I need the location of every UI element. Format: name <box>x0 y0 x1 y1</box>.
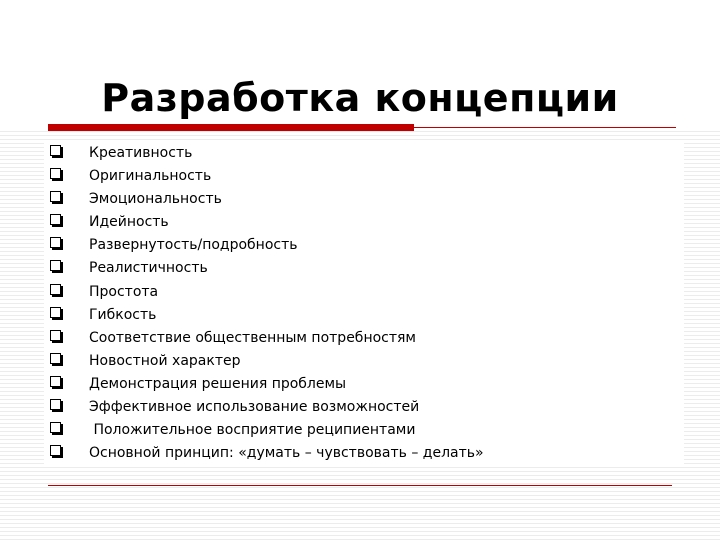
square-bullet-icon <box>50 214 61 225</box>
list-item-text: Новостной характер <box>89 352 241 369</box>
title-underline-thin <box>414 127 676 128</box>
bullet-list <box>44 143 684 466</box>
list-item-text: Реалистичность <box>89 260 208 277</box>
list-item <box>44 282 684 305</box>
list-item <box>44 212 684 235</box>
square-bullet-icon <box>50 307 61 318</box>
square-bullet-icon <box>50 445 61 456</box>
title-underline-thick <box>48 124 414 131</box>
list-item-text: Простота <box>89 283 159 300</box>
square-bullet-icon <box>50 145 61 156</box>
list-item <box>44 374 684 397</box>
list-item-text: Идейность <box>89 214 169 231</box>
list-item-text: Основной принцип: «думать – чувствовать – делать» <box>89 445 484 462</box>
list-item <box>44 166 684 189</box>
list-item <box>44 258 684 281</box>
list-item-text: Положительное восприятие реципиентами <box>89 422 416 439</box>
list-item <box>44 351 684 374</box>
list-item <box>44 305 684 328</box>
square-bullet-icon <box>50 353 61 364</box>
square-bullet-icon <box>50 168 61 179</box>
list-item-text: Соответствие общественным потребностям <box>89 329 416 346</box>
list-item-text: Оригинальность <box>89 168 212 185</box>
bullet-list-area <box>44 143 684 466</box>
list-item-text: Развернутость/подробность <box>89 237 298 254</box>
list-item <box>44 235 684 258</box>
slide-title: Разработка концепции <box>101 76 619 120</box>
square-bullet-icon <box>50 399 61 410</box>
list-item <box>44 420 684 443</box>
square-bullet-icon <box>50 422 61 433</box>
list-item-text: Эмоциональность <box>89 191 222 208</box>
list-item-text: Эффективное использование возможностей <box>89 399 420 416</box>
square-bullet-icon <box>50 237 61 248</box>
square-bullet-icon <box>50 376 61 387</box>
list-item <box>44 143 684 166</box>
square-bullet-icon <box>50 260 61 271</box>
bottom-divider <box>48 485 672 486</box>
list-item <box>44 189 684 212</box>
list-item <box>44 328 684 351</box>
square-bullet-icon <box>50 330 61 341</box>
list-item <box>44 443 684 466</box>
list-item-text: Гибкость <box>89 306 157 323</box>
list-item <box>44 397 684 420</box>
list-item-text: Демонстрация решения проблемы <box>89 375 347 392</box>
square-bullet-icon <box>50 284 61 295</box>
list-item-text: Креативность <box>89 145 193 161</box>
square-bullet-icon <box>50 191 61 202</box>
